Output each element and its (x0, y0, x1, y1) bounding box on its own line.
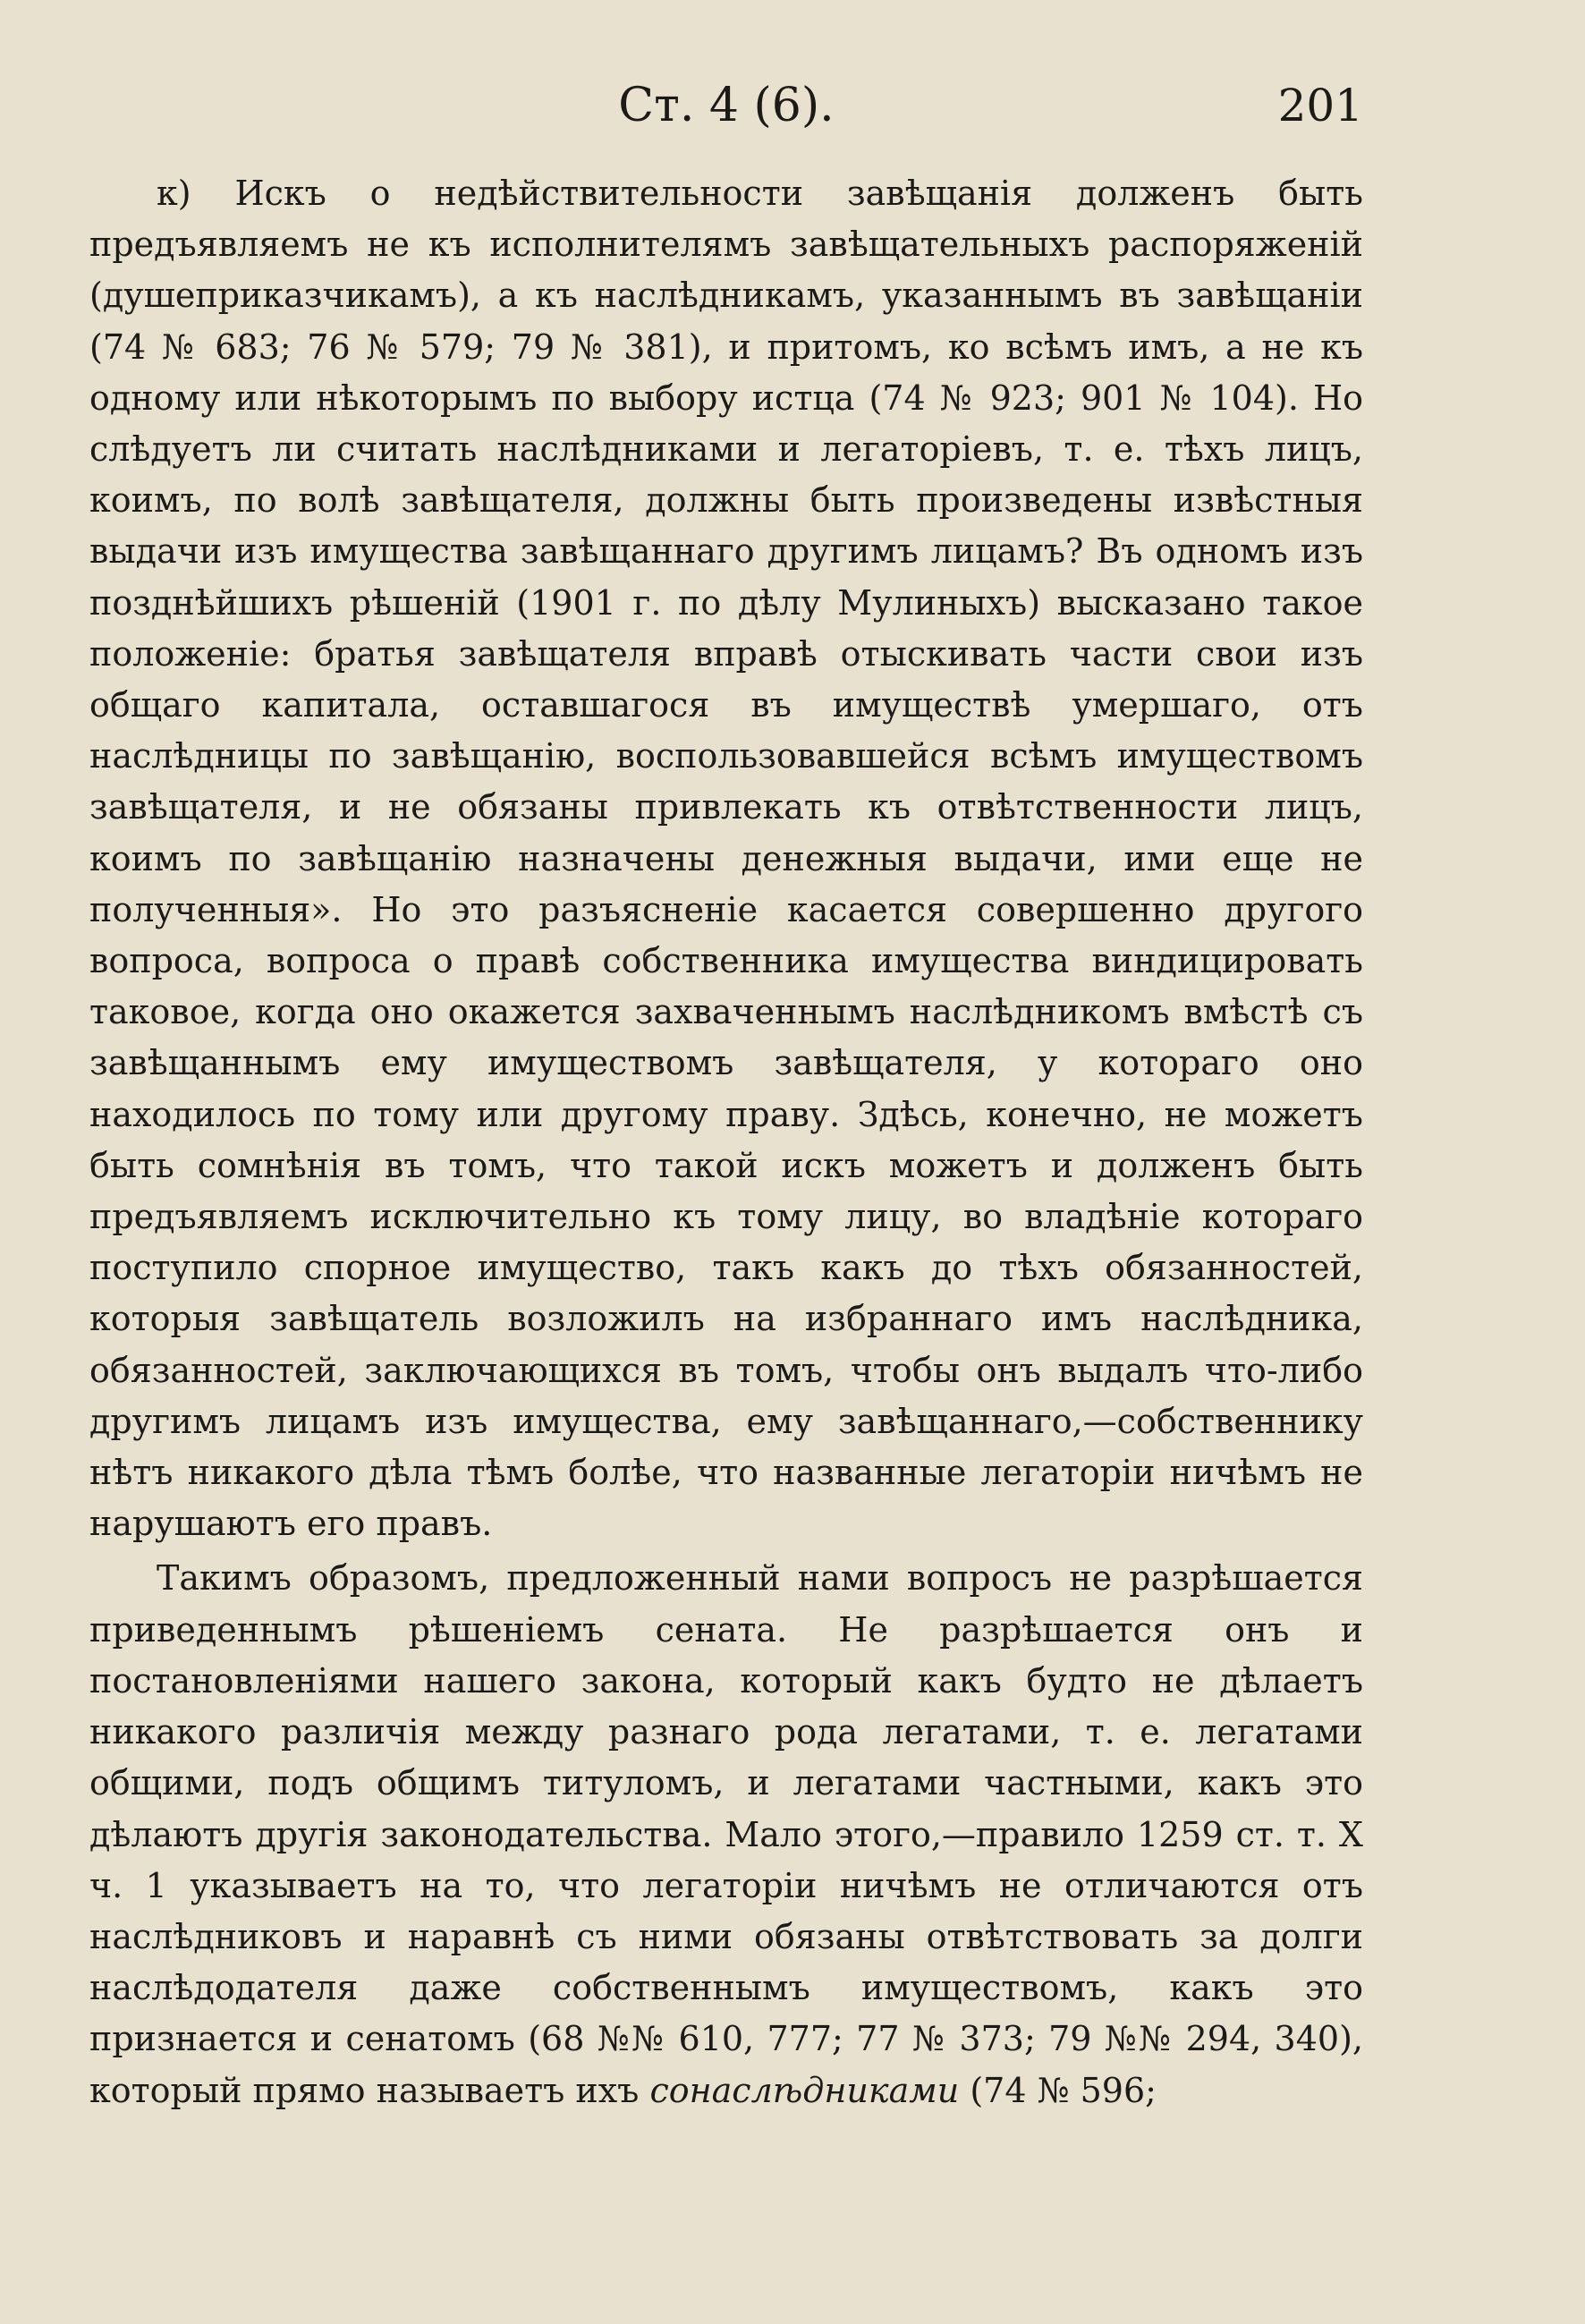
paragraph-1: к) Искъ о недѣйствительности завѣщанія долженъ быть предъявляемъ не къ исполнителямъ завѣщательныхъ распоряженій (душеприказчикамъ), а къ наслѣдникамъ, указаннымъ въ завѣщаніи (74 № 683; 76 № 579; 79 № 381), и притомъ, ко всѣмъ имъ, а не къ одному или нѣкоторымъ по выбору истца (74 № 923; 901 № 104). Но слѣдуетъ ли считать наслѣдниками и легаторіевъ, т. е. тѣхъ лицъ, коимъ, по волѣ завѣщателя, должны быть произведены извѣстныя выдачи изъ имущества завѣщаннаго другимъ лицамъ? Въ одномъ изъ позднѣйшихъ рѣшеній (1901 г. по дѣлу Мулиныхъ) высказано такое положеніе: братья завѣщателя вправѣ отыскивать части свои изъ общаго капитала, оставшагося въ имуществѣ умершаго, отъ наслѣдницы по завѣщанію, воспользовавшейся всѣмъ имуществомъ завѣщателя, и не обязаны привлекать къ отвѣтственности лицъ, коимъ по завѣщанію назначены денежныя выдачи, ими еще не полученныя». Но это разъясненіе касается совершенно другого вопроса, вопроса о правѣ собственника имущества виндицировать таковое, когда оно окажется захваченнымъ наслѣдникомъ вмѣстѣ съ завѣщаннымъ ему имуществомъ завѣщателя, у котораго оно находилось по тому или другому праву. Здѣсь, конечно, не можетъ быть сомнѣнія въ томъ, что такой искъ можетъ и долженъ быть предъявляемъ исключительно къ тому лицу, во владѣніе котораго поступило спорное имущество, такъ какъ до тѣхъ обязанностей, которыя завѣщатель возложилъ на избраннаго имъ наслѣдника, обязанностей, заключающихся въ томъ, чтобы онъ выдалъ что-либо другимъ лицамъ изъ имущества, ему завѣщаннаго,—собственнику нѣтъ никакого дѣла тѣмъ болѣе, что названные легаторіи ничѣмъ не нарушаютъ его правъ. (89, 174, 1363, 1544)
body-text (89, 168, 1363, 2116)
paragraph-2 (89, 1553, 1363, 2116)
page-header (89, 79, 1363, 168)
running-head: Ст. 4 (6). (618, 79, 835, 132)
paragraph-2-emphasis: сонаслѣдниками (649, 2070, 960, 2110)
paragraph-2-text-tail: (74 № 596; (959, 2070, 1157, 2110)
page-number: 201 (1277, 80, 1363, 131)
paragraph-2-text: Такимъ образомъ, предложенный нами вопросъ не разрѣшается приведеннымъ рѣшеніемъ сената. Не разрѣшается онъ и постановленіями нашего закона, который какъ будто не дѣлаетъ никакого различія между разнаго рода легатами, т. е. легатами общими, подъ общимъ титуломъ, и легатами частными, какъ это дѣлаютъ другія законодательства. Мало этого,—правило 1259 ст. т. X ч. 1 указываетъ на то, что легаторіи ничѣмъ не отличаются отъ наслѣдниковъ и наравнѣ съ ними обязаны отвѣтствовать за долги наслѣдодателя даже собственнымъ имуществомъ, какъ это признается и сенатомъ (68 №№ 610, 777; 77 № 373; 79 №№ 294, 340), который прямо называетъ ихъ (89, 1558, 1363, 2110)
